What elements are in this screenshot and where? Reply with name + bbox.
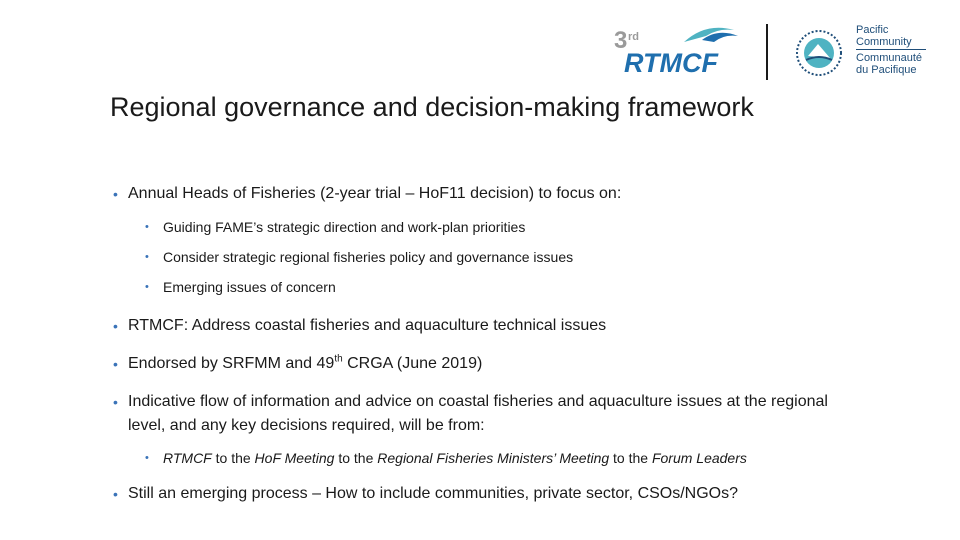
sub-bullet-text: Consider strategic regional fisheries policy and governance issues (163, 249, 574, 265)
bullet-item (113, 182, 893, 206)
sub-bullet-item (113, 277, 893, 297)
bullet-text: Indicative flow of information and advice on coastal fisheries and aquaculture issues at the regional level, and any key decisions required, will be from: (128, 393, 828, 434)
sub-bullet-item (113, 448, 893, 468)
bullet-item (113, 352, 893, 376)
logo-divider (766, 24, 768, 80)
logo-name: RTMCF (624, 48, 718, 78)
bullet-text: Still an emerging process – How to include communities, private sector, CSOs/NGOs? (128, 485, 739, 502)
sub-bullet-text: Emerging issues of concern (163, 279, 336, 295)
bullet-icon: • (113, 318, 118, 334)
rtmcf-logo (614, 20, 744, 80)
spc-emblem-icon (794, 28, 844, 78)
bullet-superscript: th (334, 353, 343, 365)
bullet-item (113, 390, 858, 438)
bullet-text: RTMCF: Address coastal fisheries and aquaculture technical issues (128, 317, 607, 334)
bullet-icon: • (145, 221, 149, 233)
flow-connector: to the (609, 450, 652, 466)
bullet-icon: • (113, 486, 118, 502)
logo-ordinal: 3 (614, 27, 628, 54)
bullet-text-a: Endorsed by SRFMM and 49 (128, 355, 335, 372)
bullet-icon: • (113, 394, 118, 410)
flow-step-hof: HoF Meeting (254, 450, 335, 466)
sub-bullet-item (113, 217, 893, 237)
bullet-icon: • (145, 281, 149, 293)
slide-title: Regional governance and decision-making framework (110, 92, 754, 122)
bullet-icon: • (113, 356, 118, 372)
bullet-item (113, 482, 893, 506)
flow-step-rtmcf: RTMCF (163, 450, 212, 466)
flow-connector: to the (211, 450, 255, 466)
logo-ordinal-suffix: rd (628, 31, 639, 43)
bullet-icon: • (113, 186, 118, 202)
flow-connector: to the (334, 450, 378, 466)
bullet-text-b: CRGA (June 2019) (342, 355, 483, 372)
flow-step-ministers: Regional Fisheries Ministers’ Meeting (377, 450, 610, 466)
sub-bullet-text: Guiding FAME’s strategic direction and work-plan priorities (163, 219, 526, 235)
bullet-icon: • (145, 452, 149, 464)
bullet-list (113, 182, 893, 506)
org-name-fr-line2: du Pacifique (856, 64, 917, 76)
sub-bullet-item (113, 247, 893, 267)
spc-wordmark (856, 24, 926, 76)
org-name-en-line2: Community (856, 36, 912, 48)
flow-step-leaders: Forum Leaders (651, 450, 747, 466)
org-name-en-line1: Pacific (856, 24, 889, 36)
bullet-text: Annual Heads of Fisheries (2-year trial – HoF11 decision) to focus on: (128, 185, 622, 202)
bullet-item (113, 314, 893, 338)
org-name-fr-line1: Communauté (856, 52, 923, 64)
wordmark-rule (856, 49, 926, 50)
bullet-icon: • (145, 251, 149, 263)
